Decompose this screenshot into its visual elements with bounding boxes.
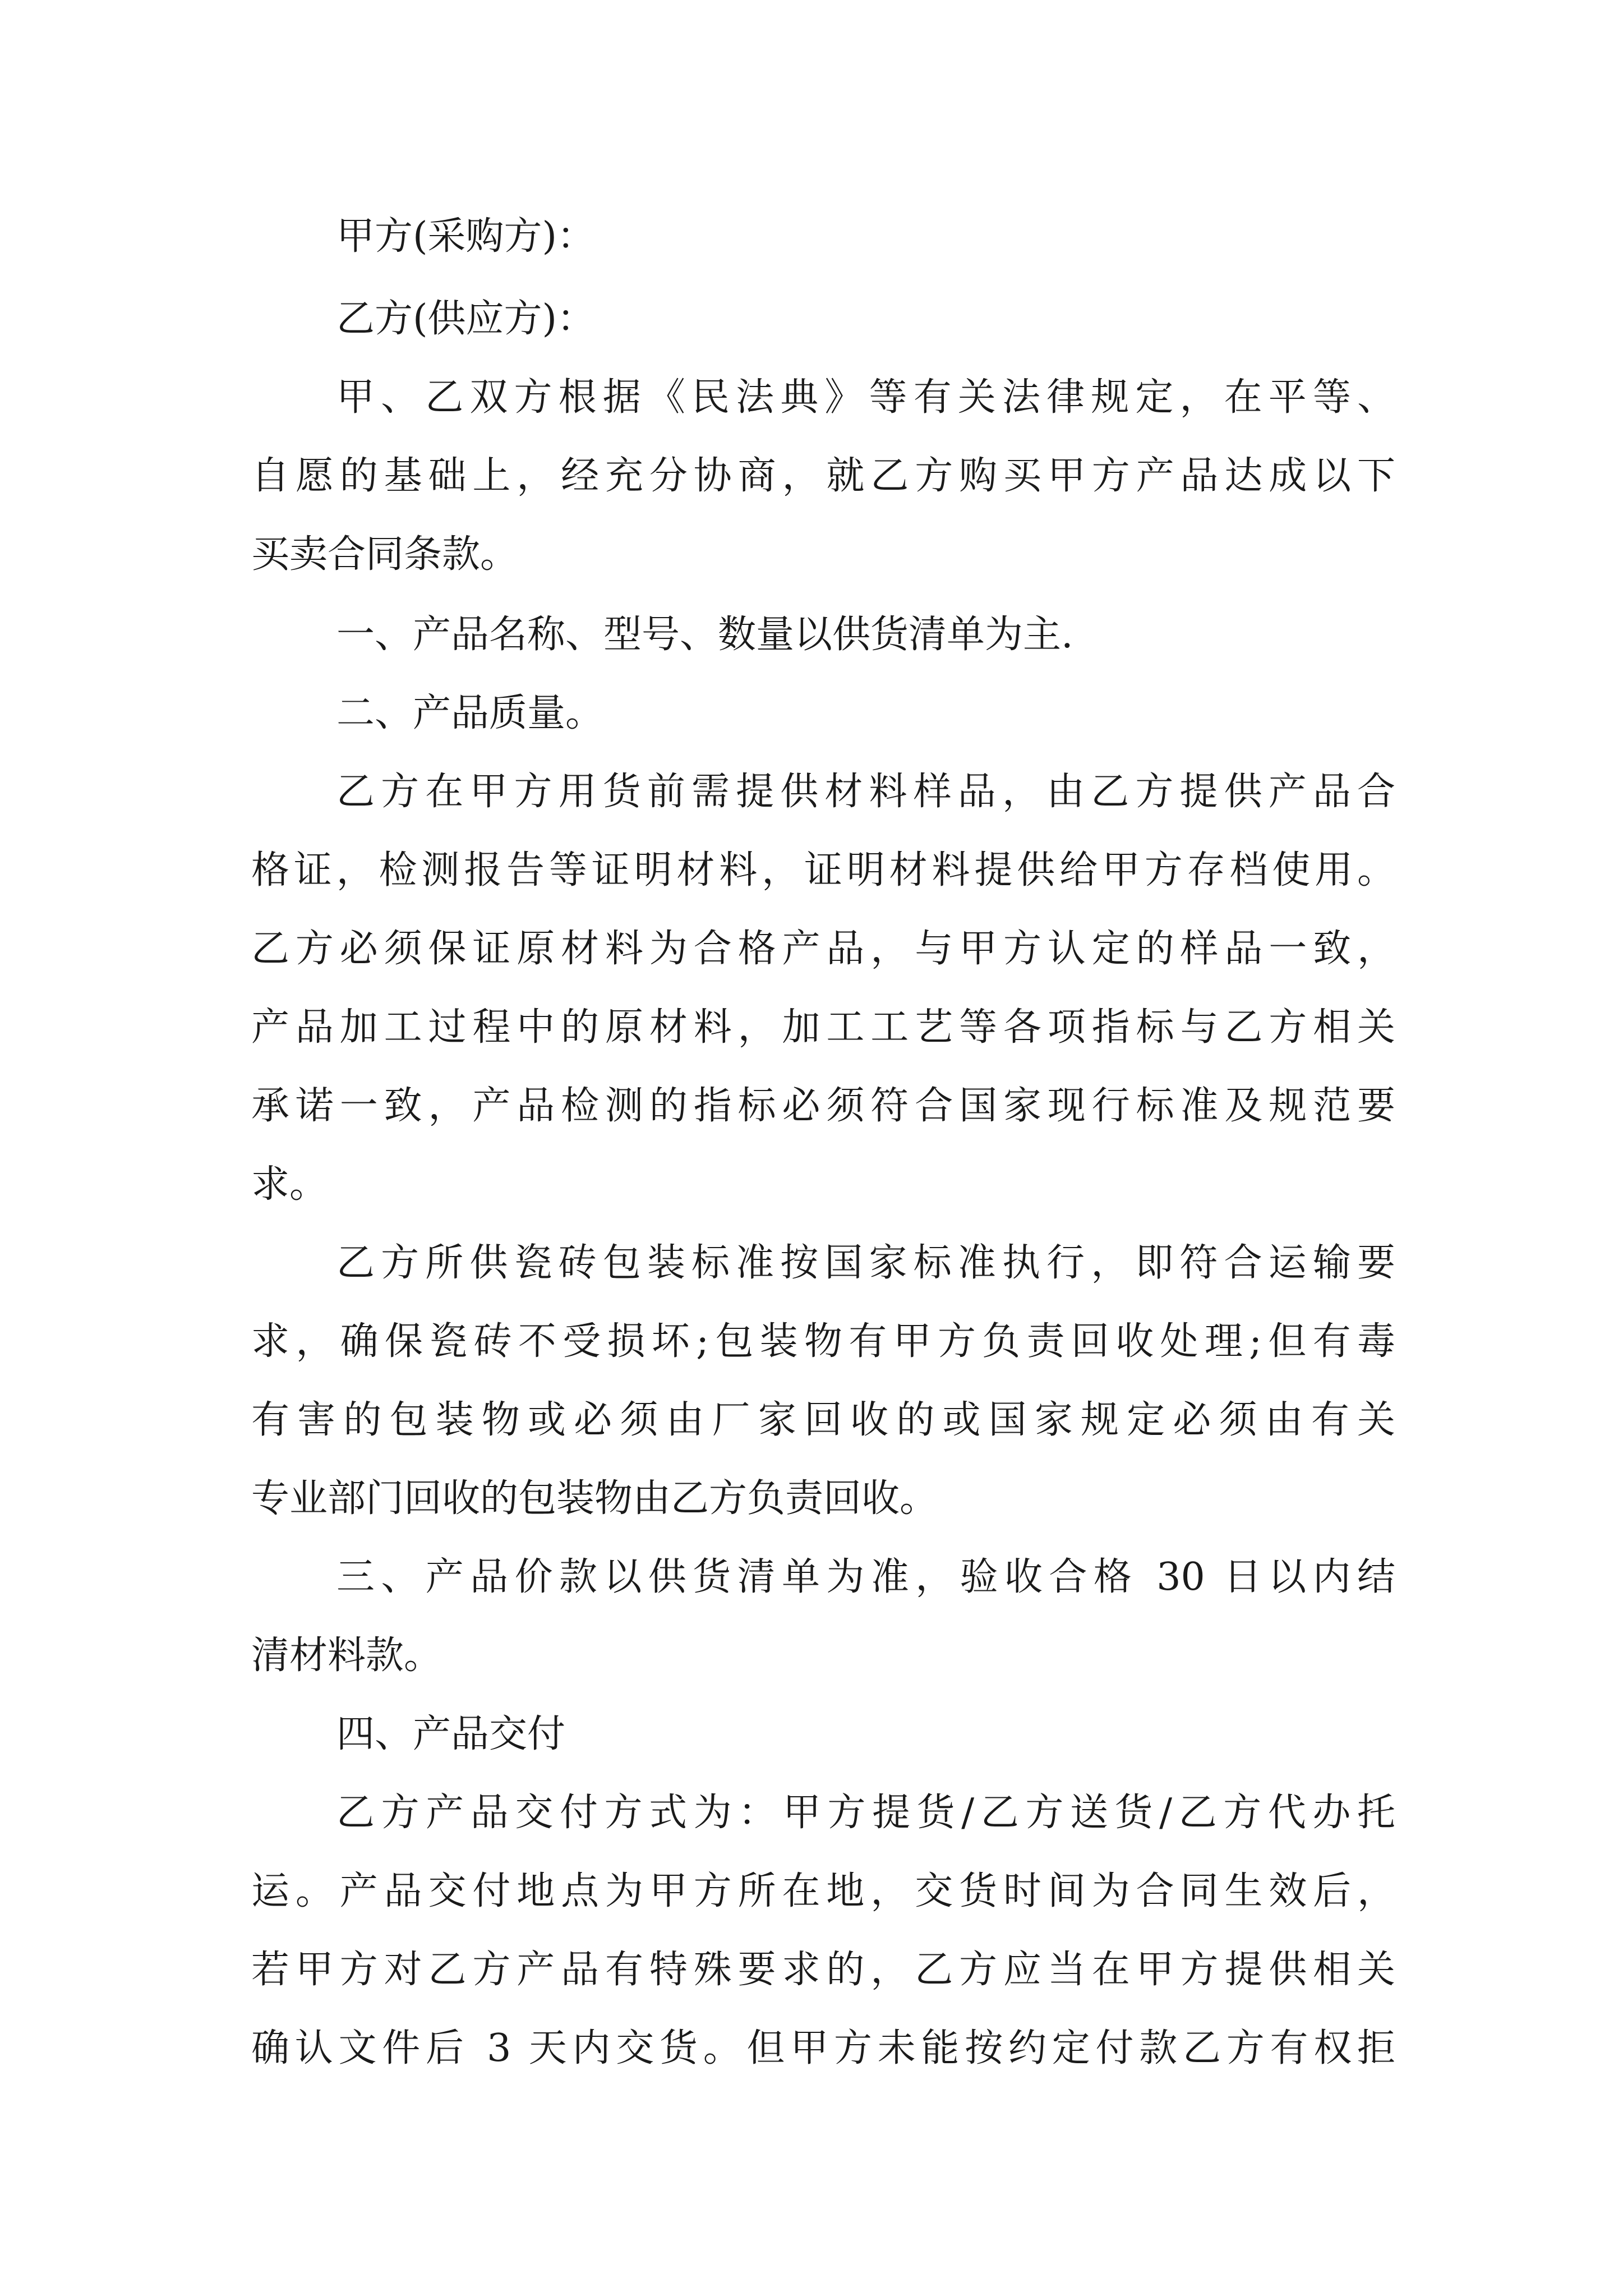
quality-line-5: 承诺一致，产品检测的指标必须符合国家现行标准及规范要 (251, 1084, 1395, 1128)
quality-line-3: 乙方必须保证原材料为合格产品，与甲方认定的样品一致， (251, 927, 1395, 971)
packaging-line-1: 乙方所供瓷砖包装标准按国家标准执行，即符合运输要 (336, 1241, 1395, 1285)
clause-4-heading: 四、产品交付 (336, 1712, 566, 1756)
packaging-line-3: 有害的包装物或必须由厂家回收的或国家规定必须由有关 (251, 1398, 1395, 1442)
packaging-line-4: 专业部门回收的包装物由乙方负责回收。 (251, 1476, 938, 1521)
quality-line-4: 产品加工过程中的原材料，加工工艺等各项指标与乙方相关 (251, 1005, 1395, 1050)
party-a-line: 甲方(采购方)： (336, 214, 596, 259)
quality-line-2: 格证，检测报告等证明材料，证明材料提供给甲方存档使用。 (251, 848, 1395, 892)
clause-2-heading: 二、产品质量。 (336, 691, 604, 735)
delivery-line-3: 若甲方对乙方产品有特殊要求的，乙方应当在甲方提供相关 (251, 1948, 1395, 1992)
preamble-line-2: 自愿的基础上，经充分协商，就乙方购买甲方产品达成以下 (251, 454, 1395, 498)
quality-line-1: 乙方在甲方用货前需提供材料样品，由乙方提供产品合 (336, 770, 1395, 814)
delivery-line-2: 运。产品交付地点为甲方所在地，交货时间为合同生效后， (251, 1869, 1395, 1913)
quality-line-6: 求。 (251, 1162, 328, 1207)
preamble-line-3: 买卖合同条款。 (251, 532, 519, 577)
preamble-line-1: 甲、乙双方根据《民法典》等有关法律规定，在平等、 (336, 375, 1395, 420)
clause-3-line-1: 三、产品价款以供货清单为准，验收合格 30 日以内结 (336, 1555, 1395, 1599)
delivery-line-4: 确认文件后 3 天内交货。但甲方未能按约定付款乙方有权拒 (251, 2026, 1395, 2070)
clause-1-line: 一、产品名称、型号、数量以供货清单为主. (336, 613, 1073, 657)
packaging-line-2: 求，确保瓷砖不受损坏;包装物有甲方负责回收处理;但有毒 (251, 1319, 1395, 1364)
delivery-line-1: 乙方产品交付方式为：甲方提货/乙方送货/乙方代办托 (336, 1791, 1395, 1835)
party-b-line: 乙方(供应方)： (336, 297, 596, 341)
clause-3-line-2: 清材料款。 (251, 1634, 442, 1678)
